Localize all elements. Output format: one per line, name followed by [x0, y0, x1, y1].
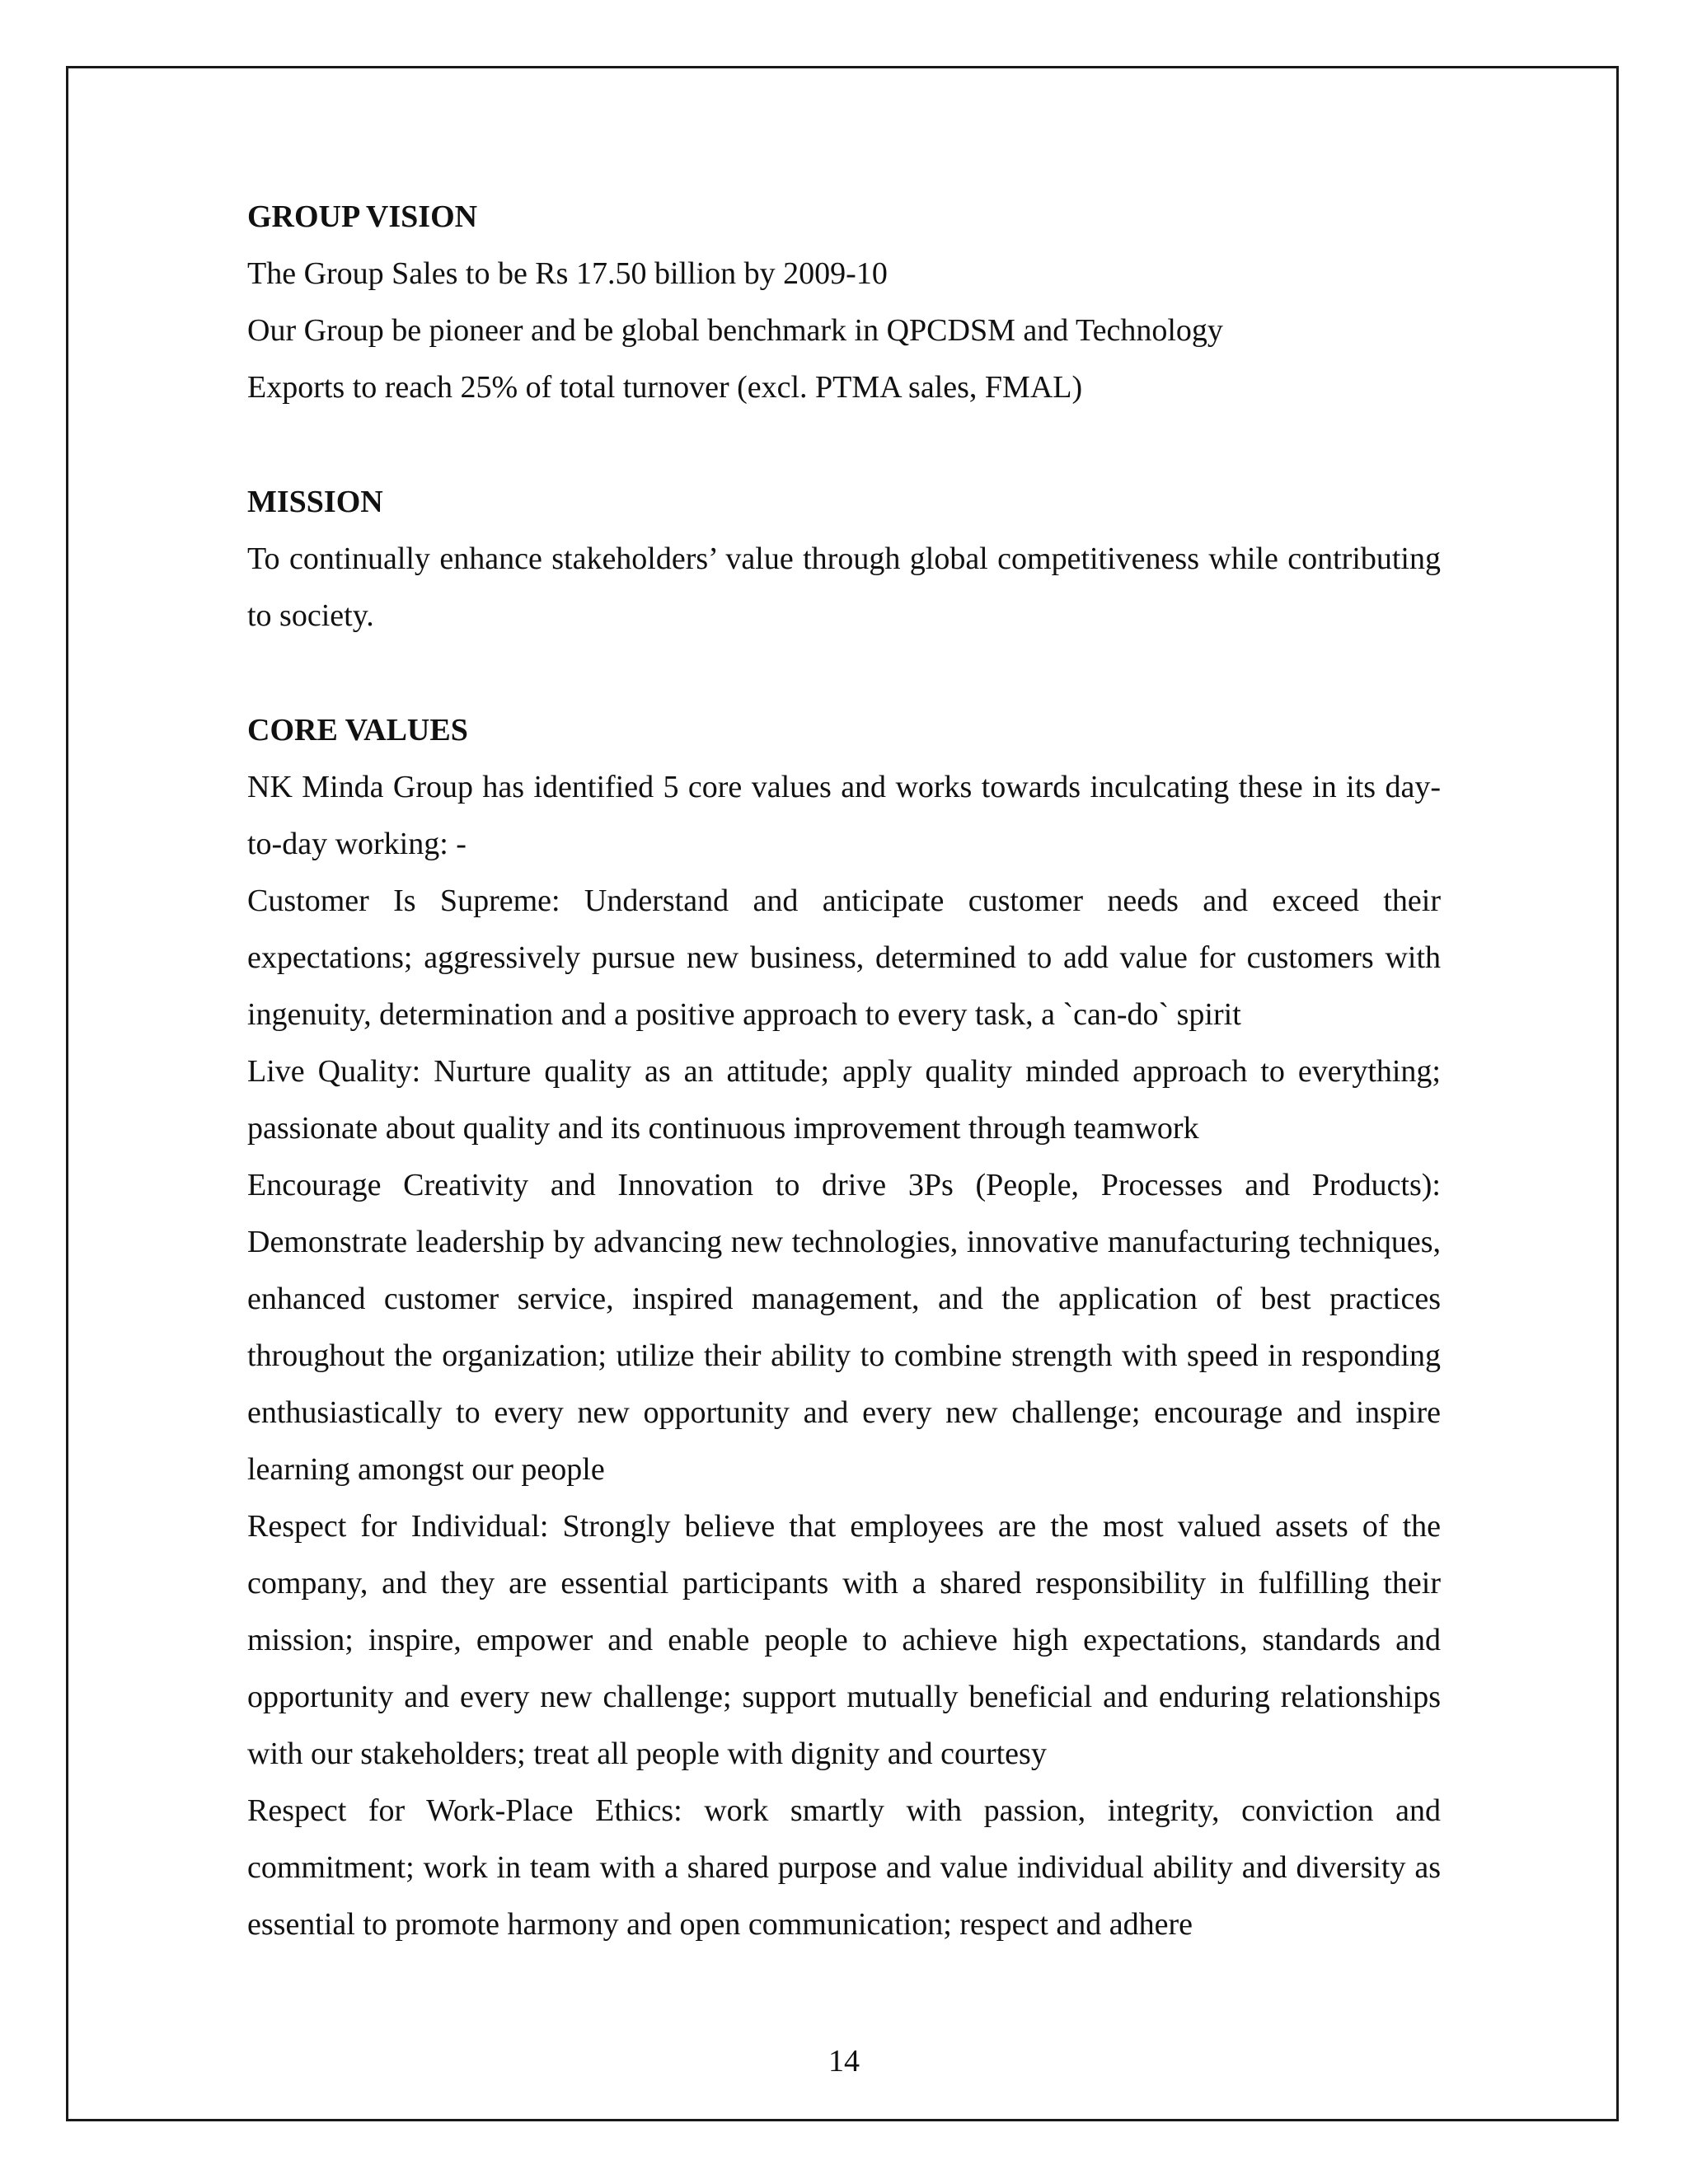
core-value-item: Customer Is Supreme: Understand and anticipate customer needs and exceed their expectations; aggressively pursue new business, determined to add value for customers with ingenuity, determination and a positive approach to every task, a `can-do` spirit	[247, 883, 1441, 1032]
vision-line: Our Group be pioneer and be global benchmark in QPCDSM and Technology	[247, 313, 1223, 348]
mission-heading: MISSION	[247, 485, 383, 519]
vision-line: Exports to reach 25% of total turnover (excl. PTMA sales, FMAL)	[247, 370, 1083, 405]
core-value-item: Respect for Individual: Strongly believe that employees are the most valued assets of the company, and they are essential participants with a shared responsibility in fulfilling their mission; inspire, empower and enable people to achieve high expectations, standards and opportunity and every new challenge; support mutually beneficial and enduring relationships with our stakeholders; treat all people with dignity and courtesy	[247, 1509, 1441, 1771]
section-gap	[247, 416, 1441, 473]
mission-text: To continually enhance stakeholders’ value through global competitiveness while contributing to society.	[247, 541, 1441, 633]
section-gap	[247, 644, 1441, 701]
vision-line: The Group Sales to be Rs 17.50 billion by 2009-10	[247, 256, 888, 291]
document-body	[247, 188, 1441, 1953]
core-values-intro: NK Minda Group has identified 5 core values and works towards inculcating these in its day-to-day working: -	[247, 770, 1441, 861]
group-vision-heading: GROUP VISION	[247, 199, 478, 234]
core-value-item: Encourage Creativity and Innovation to drive 3Ps (People, Processes and Products): Demonstrate leadership by advancing new technologies, innovative manufacturing techniques, enhanced customer service, inspired management, and the application of best practices throughout the organization; utilize their ability to combine strength with speed in responding enthusiastically to every new opportunity and every new challenge; encourage and inspire learning amongst our people	[247, 1168, 1441, 1487]
core-values-heading: CORE VALUES	[247, 713, 468, 748]
core-value-item: Respect for Work-Place Ethics: work smartly with passion, integrity, conviction and commitment; work in team with a shared purpose and value individual ability and diversity as essential to promote harmony and open communication; respect and adhere	[247, 1793, 1441, 1942]
core-value-item: Live Quality: Nurture quality as an attitude; apply quality minded approach to everything; passionate about quality and its continuous improvement through teamwork	[247, 1054, 1441, 1146]
page-number: 14	[828, 2044, 860, 2079]
